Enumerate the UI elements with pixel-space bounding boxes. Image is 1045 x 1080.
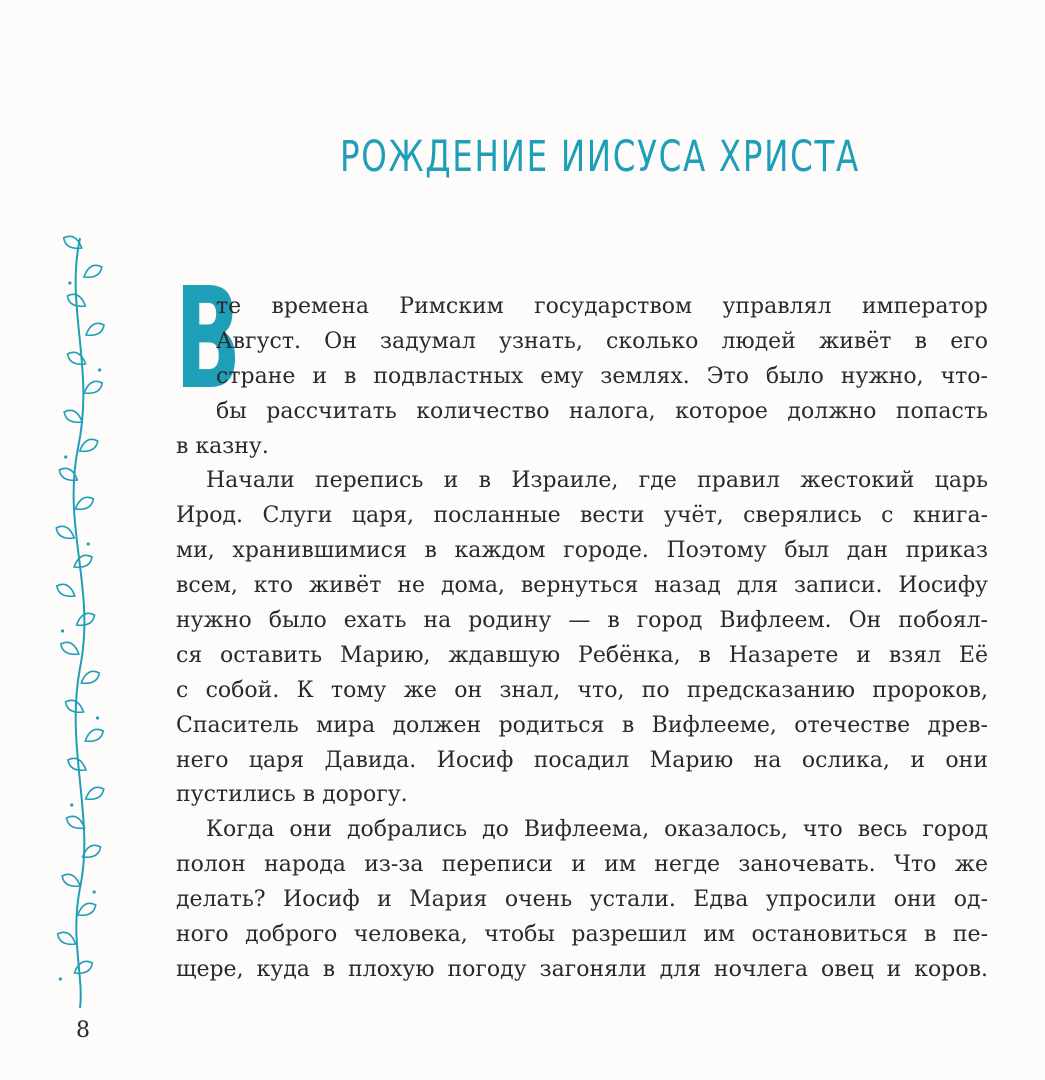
text-line: ми, хранившимися в каждом городе. Поэтому был дан приказ: [176, 538, 988, 564]
text-line: Ирод. Слуги царя, посланные вести учёт, сверялись с книга-: [176, 503, 988, 529]
vine-leaf: [66, 700, 84, 712]
vine-leaf: [68, 352, 86, 364]
vine-leaf: [85, 729, 103, 741]
vine-leaf: [84, 381, 102, 393]
text-line: нужно было ехать на родину — в город Вифлеем. Он побоял-: [176, 608, 988, 634]
text-line: всем, кто живёт не дома, вернуться назад для записи. Иосифу: [176, 573, 988, 599]
vine-leaf: [61, 642, 79, 654]
vine-leaf: [84, 265, 102, 277]
vine-dot: [96, 716, 99, 719]
text-line: те времена Римским государством управлял император: [216, 294, 988, 319]
text-line: полон народа из-за переписи и им негде заночевать. Что же: [176, 852, 988, 878]
text-line: делать? Иосиф и Мария очень устали. Едва упросили они од-: [176, 887, 988, 913]
text-line: Когда они добрались до Вифлеема, оказалось, что весь город: [206, 817, 988, 843]
body-text: [176, 290, 988, 988]
vine-dot: [87, 542, 90, 545]
vine-leaf: [74, 961, 92, 973]
text-line: Спаситель мира должен родиться в Вифлееме, отечестве древ-: [176, 712, 988, 738]
vine-leaf: [56, 526, 74, 538]
text-line: Начали перепись и в Израиле, где правил жестокий царь: [206, 468, 988, 494]
vine-leaf: [81, 671, 99, 683]
text-line: стране и в подвластных ему землях. Это было нужно, что-: [216, 363, 988, 389]
vine-dot: [68, 281, 71, 284]
text-line: с собой. К тому же он знал, что, по предсказанию пророков,: [176, 677, 988, 703]
page-title: РОЖДЕНИЕ ИИСУСА ХРИСТА: [340, 132, 860, 182]
vine-leaf: [58, 932, 76, 944]
vine-dot: [70, 803, 73, 806]
vine-leaf: [80, 439, 98, 451]
text-line: ся оставить Марию, ждавшую Ребёнка, в Назарете и взял Её: [176, 642, 988, 668]
text-line: бы рассчитать количество налога, которое должно попасть: [216, 398, 988, 424]
vine-leaf: [57, 584, 75, 596]
vine-dot: [61, 629, 64, 632]
vine-leaf: [74, 555, 92, 567]
vine-leaf: [86, 323, 104, 335]
vine-leaf: [77, 613, 95, 625]
vine-dot: [93, 890, 96, 893]
vine-leaf: [78, 903, 96, 915]
vine-leaf: [64, 410, 82, 422]
vine-dot: [64, 455, 67, 458]
text-line: щере, куда в плохую погоду загоняли для ночлега овец и коров.: [176, 956, 988, 982]
text-line: него царя Давида. Иосиф посадил Марию на ослика, и они: [176, 747, 988, 773]
vine-ornament: [40, 228, 120, 1008]
text-line: в казну.: [176, 433, 269, 459]
page-number: 8: [76, 1018, 90, 1043]
vine-dot: [98, 368, 101, 371]
vine-leaf: [62, 874, 80, 886]
text-line: пустились в дорогу.: [176, 782, 408, 808]
vine-dot: [59, 977, 62, 980]
vine-leaf: [75, 497, 93, 509]
text-line: Август. Он задумал узнать, сколько людей живёт в его: [216, 328, 988, 354]
vine-leaf: [86, 787, 104, 799]
vine-leaf: [67, 816, 85, 828]
drop-cap: В: [175, 258, 242, 421]
text-line: ного доброго человека, чтобы разрешил им остановиться в пе-: [176, 922, 988, 948]
